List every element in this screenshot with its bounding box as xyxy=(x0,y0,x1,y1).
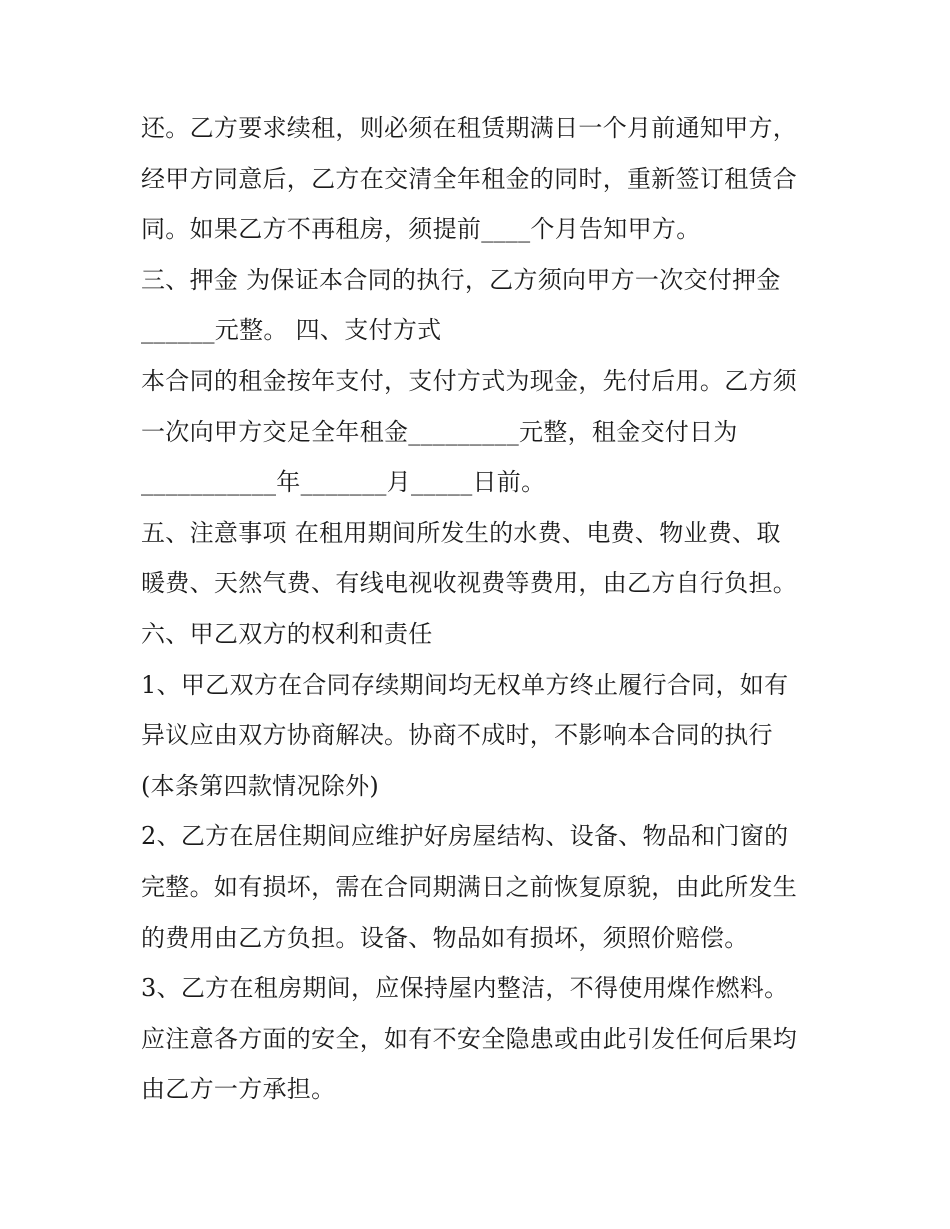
text-line: 本合同的租金按年支付，支付方式为现金，先付后用。乙方须 xyxy=(141,366,798,395)
contract-body xyxy=(141,103,821,1115)
section-heading-rights: 六、甲乙双方的权利和责任 xyxy=(141,619,433,648)
text-line: 同。如果乙方不再租房，须提前____个月告知甲方。 xyxy=(141,215,701,244)
text-line: ___________年_______月_____日前。 xyxy=(141,468,546,497)
clause-3: 3、乙方在租房期间，应保持屋内整洁，不得使用煤作燃料。 xyxy=(141,974,789,1003)
clause-1: 1、甲乙双方在合同存续期间均无权单方终止履行合同，如有 xyxy=(141,670,789,699)
section-heading-deposit: 三、押金 为保证本合同的执行，乙方须向甲方一次交付押金 xyxy=(141,265,781,294)
clause-2: 2、乙方在居住期间应维护好房屋结构、设备、物品和门窗的 xyxy=(141,822,789,851)
text-line: ______元整。 四、支付方式 xyxy=(141,316,442,345)
text-line: 还。乙方要求续租，则必须在租赁期满日一个月前通知甲方， xyxy=(141,114,798,142)
section-heading-notes: 五、注意事项 在租用期间所发生的水费、电费、物业费、取 xyxy=(141,518,781,547)
text-line: 的费用由乙方负担。设备、物品如有损坏，须照价赔偿。 xyxy=(141,923,749,952)
text-line: 应注意各方面的安全，如有不安全隐患或由此引发任何后果均 xyxy=(141,1024,798,1053)
text-line: 一次向甲方交足全年租金_________元整，租金交付日为 xyxy=(141,417,738,446)
text-line: 完整。如有损坏，需在合同期满日之前恢复原貌，由此所发生 xyxy=(141,872,798,901)
text-line: 经甲方同意后，乙方在交清全年租金的同时，重新签订租赁合 xyxy=(141,164,798,193)
text-line: 由乙方一方承担。 xyxy=(141,1075,336,1104)
text-line: 异议应由双方协商解决。协商不成时，不影响本合同的执行 xyxy=(141,721,773,750)
text-line: 暖费、天然气费、有线电视收视费等费用，由乙方自行负担。 xyxy=(141,569,798,598)
text-line: (本条第四款情况除外) xyxy=(141,771,380,800)
